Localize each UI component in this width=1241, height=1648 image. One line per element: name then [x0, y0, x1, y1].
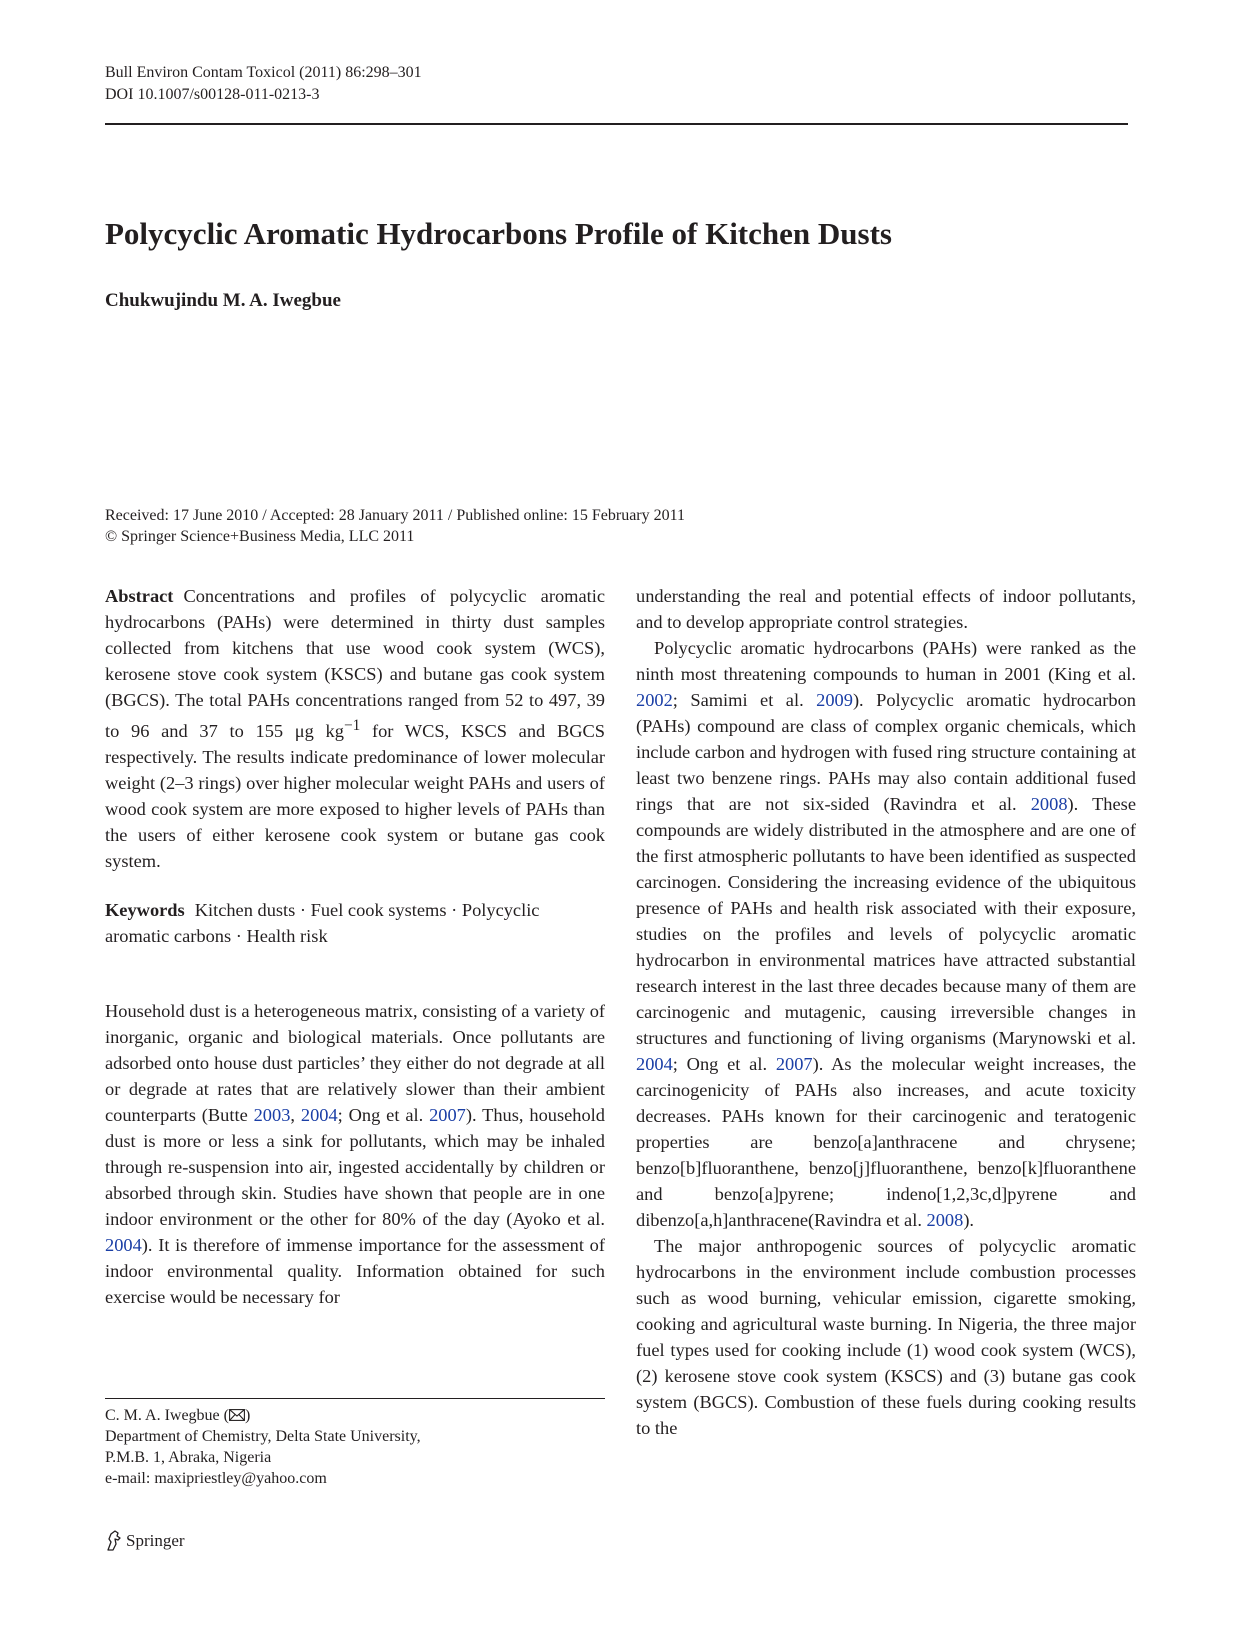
affiliation-name-line: [105, 1405, 421, 1426]
doi: DOI 10.1007/s00128-011-0213-3: [105, 86, 320, 103]
citation-link[interactable]: 2004: [636, 1054, 673, 1074]
affiliation-name: C. M. A. Iwegbue (: [105, 1407, 229, 1424]
abstract-text-b: for WCS, KSCS and BGCS respectively. The results indicate predominance of lower molecular weight (2–3 rings) over higher molecular weight PAHs and users of wood cook system are more exposed to higher levels of PAHs than the users of either kerosene cook system or butane gas cook system.: [105, 721, 605, 872]
abstract: [105, 583, 605, 874]
intro-text: ). Thus, household dust is more or less a sink for pollutants, which may be inhaled through re-suspension into air, ingested accidentally by children or absorbed through skin. Studies have shown that people are in one indoor environment or the other for 80% of the day (Ayoko et al.: [105, 1105, 605, 1230]
intro-text: Household dust is a heterogeneous matrix, consisting of a variety of inorganic, organic and biological materials. Once pollutants are adsorbed onto house dust particles’ they either do not degrade at all or degrade at rates that are relatively slower than their ambient counterparts (Butte: [105, 1001, 606, 1126]
paragraph-text: ; Ong et al.: [672, 1054, 776, 1074]
abstract-superscript: −1: [343, 717, 361, 734]
envelope-icon: [229, 1409, 245, 1421]
paragraph-text: ). These compounds are widely distributed in the atmosphere and are one of the first atmospheric pollutants to have been identified as suspected carcinogen. Considering the increasing evidence of the ubiquitous presence of PAHs and health risk associated with their exposure, studies on the profiles and levels of polycyclic aromatic hydrocarbon in environmental matrices have attracted substantial research interest in the last three decades because many of them are carcinogenic and mutagenic, causing irreversible changes in structures and functioning of living organisms (Marynowski et al.: [636, 794, 1136, 1048]
citation-link[interactable]: 2008: [1030, 794, 1068, 814]
publication-dates: [105, 505, 685, 547]
right-paragraph-3: The major anthropogenic sources of polycyclic aromatic hydrocarbons in the environment include combustion processes such as wood burning, vehicular emission, cigarette smoking, cooking and agricultural waste burning. In Nigeria, the three major fuel types used for cooking include (1) wood cook system (WCS), (2) kerosene stove cook system (KSCS) and (3) butane gas cook system (BGCS). Combustion of these fuels during cooking results to the: [636, 1236, 1136, 1438]
keywords-text: Kitchen dusts · Fuel cook systems · Polycyclic aromatic carbons · Health risk: [105, 900, 540, 947]
abstract-text-a: Concentrations and profiles of polycyclic aromatic hydrocarbons (PAHs) were determined in thirty dust samples collected from kitchens that use wood cook system (WCS), kerosene stove cook system (KSCS) and butane gas cook system (BGCS). The total PAHs concentrations ranged from 52 to 497, 39 to 96 and 37 to 155 μg kg: [105, 586, 605, 742]
citation-link[interactable]: 2002: [636, 690, 673, 710]
article-title: Polycyclic Aromatic Hydrocarbons Profile of Kitchen Dusts: [105, 216, 892, 251]
affiliation-address: P.M.B. 1, Abraka, Nigeria: [105, 1449, 272, 1466]
springer-horse-icon: [105, 1530, 123, 1552]
right-column: [636, 583, 1136, 1441]
intro-text: ). It is therefore of immense importance for the assessment of indoor environmental quality. Information obtained for such exercise would be necessary for: [105, 1235, 605, 1308]
affiliation: [105, 1405, 421, 1489]
journal-citation: Bull Environ Contam Toxicol (2011) 86:298–301: [105, 64, 422, 81]
citation-link[interactable]: 2007: [429, 1105, 466, 1126]
copyright-line: © Springer Science+Business Media, LLC 2011: [105, 528, 415, 545]
author-name: Chukwujindu M. A. Iwegbue: [105, 290, 341, 311]
journal-header: [105, 62, 422, 106]
abstract-heading: Abstract: [105, 586, 174, 606]
affiliation-department: Department of Chemistry, Delta State University,: [105, 1428, 421, 1445]
publisher-name: Springer: [126, 1531, 185, 1550]
affiliation-rule: [105, 1398, 605, 1399]
left-column: [105, 583, 605, 1310]
paragraph-text: ).: [963, 1210, 975, 1230]
affiliation-email[interactable]: e-mail: maxipriestley@yahoo.com: [105, 1470, 327, 1487]
received-accepted-line: Received: 17 June 2010 / Accepted: 28 January 2011 / Published online: 15 February 2011: [105, 507, 686, 524]
keywords: [105, 897, 605, 949]
right-paragraph-2: [636, 635, 1136, 1233]
right-paragraph-1: understanding the real and potential effects of indoor pollutants, and to develop appropriate control strategies.: [636, 586, 1136, 632]
citation-link[interactable]: 2008: [926, 1210, 964, 1230]
paragraph-text: Polycyclic aromatic hydrocarbons (PAHs) were ranked as the ninth most threatening compounds to human in 2001 (King et al.: [636, 638, 1136, 684]
header-rule: [105, 123, 1128, 125]
citation-link[interactable]: 2003: [253, 1105, 291, 1126]
citation-link[interactable]: 2009: [816, 690, 853, 710]
affiliation-name-close: ): [244, 1407, 251, 1424]
paragraph-text: ). As the molecular weight increases, the carcinogenicity of PAHs also increases, and acute toxicity decreases. PAHs known for their carcinogenic and teratogenic properties are benzo[a]anthracene and chrysene; benzo[b]fluoranthene, benzo[j]fluoranthene, benzo[k]fluoranthene and benzo[a]pyrene; indeno[1,2,3c,d]pyrene and dibenzo[a,h]anthracene(Ravindra et al.: [636, 1054, 1136, 1230]
paragraph-text: ). Polycyclic aromatic hydrocarbon (PAHs) compound are class of complex organic chemicals, which include carbon and hydrogen with fused ring structure containing at least two benzene rings. PAHs may also contain additional fused rings that are not six-sided (Ravindra et al.: [636, 690, 1136, 814]
intro-text: ; Ong et al.: [337, 1105, 430, 1126]
citation-link[interactable]: 2004: [105, 1235, 142, 1256]
citation-link[interactable]: 2007: [775, 1054, 813, 1074]
intro-paragraph: [105, 998, 605, 1310]
publisher-footer: [105, 1530, 185, 1552]
paragraph-text: ; Samimi et al.: [672, 690, 817, 710]
intro-text: ,: [290, 1105, 301, 1126]
keywords-heading: Keywords: [105, 900, 185, 921]
citation-link[interactable]: 2004: [300, 1105, 338, 1126]
